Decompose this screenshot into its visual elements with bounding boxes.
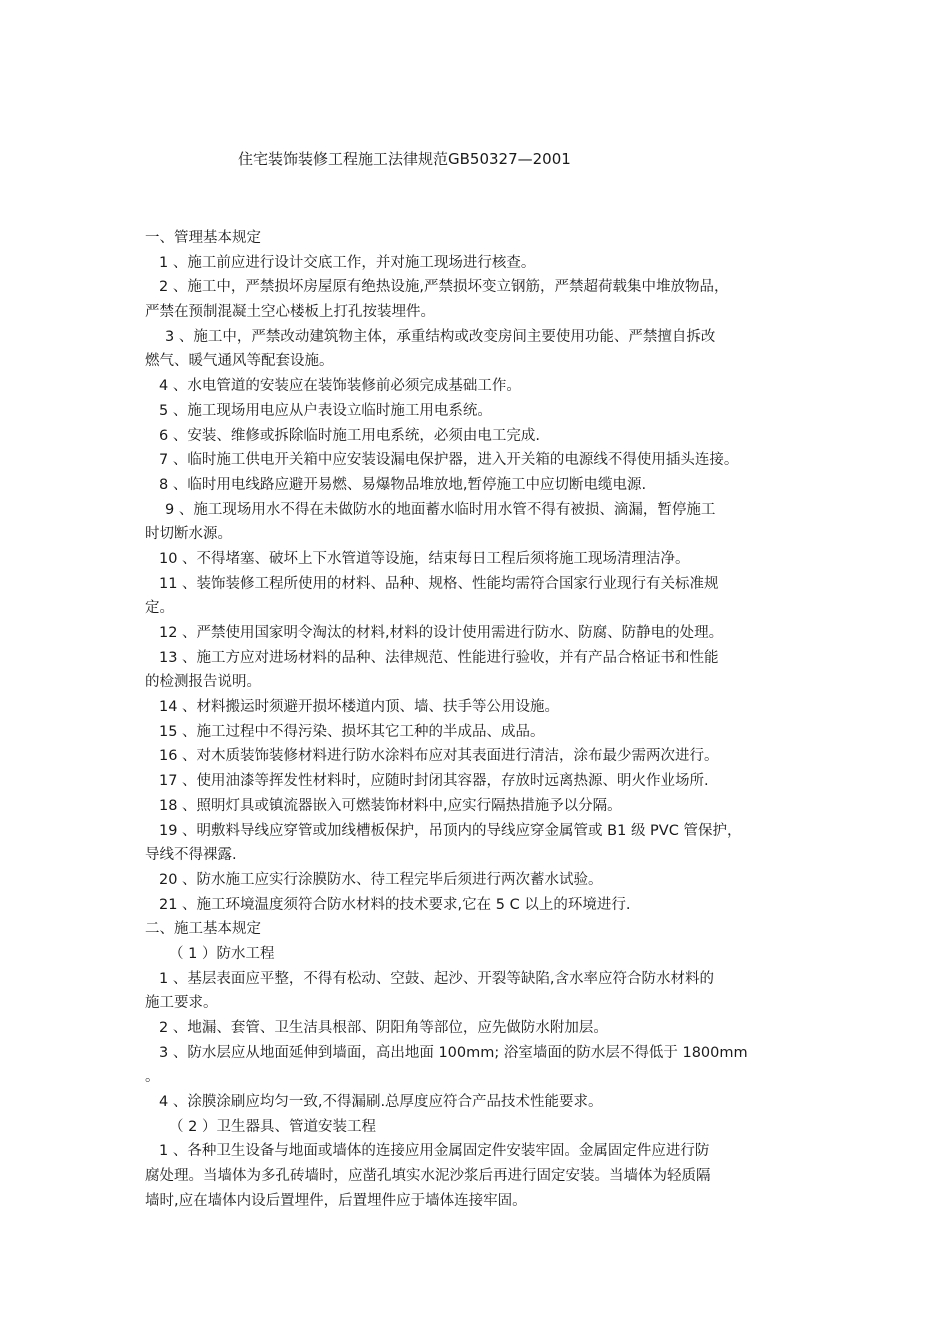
text-line: 10 、不得堵塞、破坏上下水管道等设施，结束每日工程后须将施工现场清理洁净。 [159, 550, 690, 567]
text-line: （ 1 ）防水工程 [169, 945, 275, 962]
text-line: 1 、施工前应进行设计交底工作，并对施工现场进行核查。 [159, 254, 536, 271]
text-line: 13 、施工方应对进场材料的品种、法律规范、性能进行验收，并有产品合格证书和性能 [159, 649, 719, 666]
text-line: 严禁在预制混凝土空心楼板上打孔按装埋件。 [145, 304, 435, 321]
text-line: 15 、施工过程中不得污染、损坏其它工种的半成品、成品。 [159, 723, 545, 740]
text-line: 4 、涂膜涂刷应均匀一致,不得漏刷.总厚度应符合产品技术性能要求。 [159, 1094, 603, 1111]
document-body [145, 226, 809, 1214]
text-line: 11 、装饰装修工程所使用的材料、品种、规格、性能均需符合国家行业现行有关标准规 [159, 575, 719, 592]
text-line: 3 、防水层应从地面延伸到墙面，高出地面 100mm; 浴室墙面的防水层不得低于 1800mm [159, 1044, 748, 1061]
text-line: 的检测报告说明。 [145, 674, 261, 691]
text-line: 21 、施工环境温度须符合防水材料的技术要求,它在 5 C 以上的环境进行. [159, 896, 631, 913]
text-line: 腐处理。当墙体为多孔砖墙时，应凿孔填实水泥沙浆后再进行固定安装。当墙体为轻质隔 [145, 1168, 711, 1185]
text-line: 施工要求。 [145, 995, 218, 1012]
text-line: 20 、防水施工应实行涂膜防水、待工程完毕后须进行两次蓄水试验。 [159, 871, 603, 888]
text-line: 12 、严禁使用国家明令淘汰的材料,材料的设计使用需进行防水、防腐、防静电的处理。 [159, 625, 724, 641]
text-line: 。 [145, 1069, 160, 1086]
text-line: 1 、基层表面应平整，不得有松动、空鼓、起沙、开裂等缺陷,含水率应符合防水材料的 [159, 970, 714, 987]
text-line: 3 、施工中，严禁改动建筑物主体，承重结构或改变房间主要使用功能、严禁擅自拆改 [165, 328, 716, 345]
text-line: 8 、临时用电线路应避开易燃、易爆物品堆放地,暂停施工中应切断电缆电源. [159, 476, 647, 493]
text-line: 时切断水源。 [145, 526, 232, 543]
text-line: 16 、对木质装饰装修材料进行防水涂料布应对其表面进行清洁，涂布最少需两次进行。 [159, 748, 719, 765]
text-line: 4 、水电管道的安装应在装饰装修前必须完成基础工作。 [159, 378, 521, 395]
text-line: 导线不得裸露. [145, 847, 237, 864]
text-line: 14 、材料搬运时须避开损坏楼道内顶、墙、扶手等公用设施。 [159, 699, 560, 716]
text-line: 燃气、暖气通风等配套设施。 [145, 353, 334, 370]
text-line: 1 、各种卫生设备与地面或墙体的连接应用金属固定件安装牢固。金属固定件应进行防 [159, 1143, 710, 1160]
text-line: 墙时,应在墙体内设后置埋件，后置埋件应于墙体连接牢固。 [145, 1192, 527, 1209]
text-line: 二、施工基本规定 [145, 921, 261, 938]
text-line: 2 、施工中，严禁损坏房屋原有绝热设施,严禁损坏变立钢筋，严禁超荷载集中堆放物品， [159, 279, 729, 296]
text-line: 5 、施工现场用电应从户表设立临时施工用电系统。 [159, 402, 492, 419]
text-line: 定。 [145, 600, 174, 617]
text-line: 19 、明敷料导线应穿管或加线槽板保护，吊顶内的导线应穿金属管或 B1 级 PVC 管保护， [159, 822, 742, 839]
text-line: 6 、安装、维修或拆除临时施工用电系统，必须由电工完成. [159, 427, 540, 444]
text-line: 2 、地漏、套管、卫生洁具根部、阴阳角等部位，应先做防水附加层。 [159, 1020, 608, 1036]
text-line: （ 2 ）卫生器具、管道安装工程 [169, 1118, 376, 1135]
text-line: 17 、使用油漆等挥发性材料时，应随时封闭其容器，存放时远离热源、明火作业场所. [159, 773, 709, 790]
text-line: 7 、临时施工供电开关箱中应安装设漏电保护器，进入开关箱的电源线不得使用插头连接。 [159, 452, 739, 469]
text-line: 18 、照明灯具或镇流器嵌入可燃装饰材料中,应实行隔热措施予以分隔。 [159, 797, 622, 814]
text-line: 一、管理基本规定 [145, 230, 261, 246]
text-line: 9 、施工现场用水不得在未做防水的地面蓄水临时用水管不得有被损、滴漏，暂停施工 [165, 501, 716, 518]
document-title: 住宅装饰装修工程施工法律规范GB50327—2001 [238, 150, 571, 168]
